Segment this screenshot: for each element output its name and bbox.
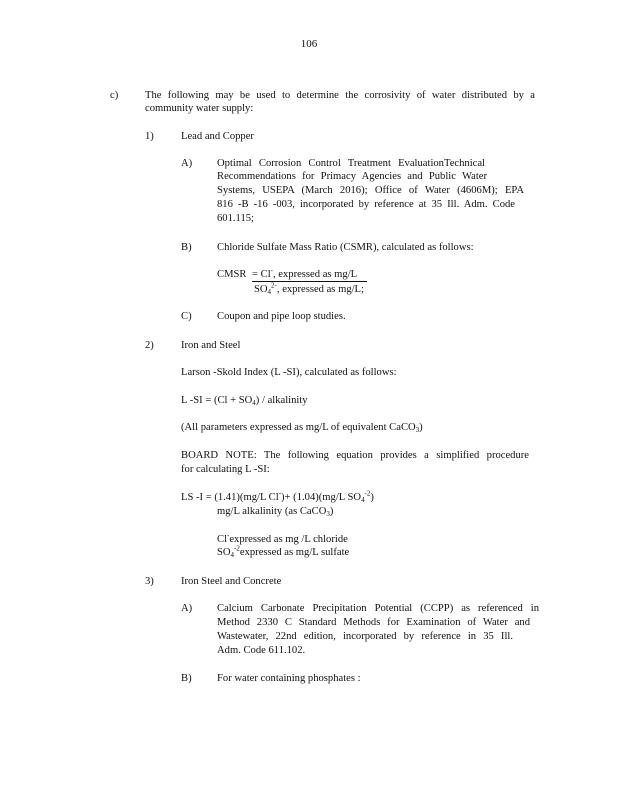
definition-sulfate <box>217 546 349 559</box>
params-note <box>181 421 423 434</box>
def1-post: expressed as mg /L chloride <box>229 534 348 545</box>
board-note-line-2: for calculating L -SI: <box>181 464 270 475</box>
item-1b-marker: B) <box>181 242 192 253</box>
eq2-post: ) <box>329 506 334 517</box>
eq1-pre: LS -I = (1.41)(mg/L Cl <box>181 492 279 503</box>
item-2-title: Iron and Steel <box>181 340 241 351</box>
csmr-den-sup: 2- <box>271 281 277 290</box>
item-2-marker: 2) <box>145 340 154 351</box>
page-number: 106 <box>300 38 318 50</box>
csmr-formula-lhs: CMSR <box>217 269 247 280</box>
eq1-post: ) <box>370 492 374 503</box>
item-1b-text: Chloride Sulfate Mass Ratio (CSMR), calculated as follows: <box>217 242 474 253</box>
def1-sup: - <box>227 531 230 540</box>
item-1a-line-5: 601.115; <box>217 213 254 224</box>
eq1-sup2: -2 <box>364 489 371 498</box>
board-note-line-1: BOARD NOTE: The following equation provides a simplified procedure <box>181 450 529 461</box>
item-3a-line-1: Calcium Carbonate Precipitation Potential (CCPP) as referenced in <box>217 603 539 614</box>
item-3a-line-3: Wastewater, 22nd edition, incorporated by reference in 35 Ill. <box>217 631 513 642</box>
item-1c-marker: C) <box>181 311 192 322</box>
csmr-den-sub: 4 <box>267 288 272 296</box>
params-post: ) <box>419 422 423 433</box>
lsi-formula-sub: 4 <box>252 399 256 407</box>
lsi-equation-line-1 <box>181 491 374 504</box>
def2-post: expressed as mg/L sulfate <box>239 547 350 558</box>
csmr-eq: = Cl <box>252 269 271 280</box>
item-1a-line-4: 816 -B -16 -003, incorporated by reference at 35 Ill. Adm. Code <box>217 199 515 210</box>
eq2-sub: 3 <box>326 510 330 518</box>
section-marker: c) <box>110 90 119 101</box>
item-3a-line-4: Adm. Code 611.102. <box>217 645 306 656</box>
csmr-num-rest: , expressed as mg/L <box>272 269 358 280</box>
csmr-formula-numerator <box>252 268 367 282</box>
item-1a-line-1: Optimal Corrosion Control Treatment EvaluationTechnical <box>217 158 485 169</box>
eq1-mid: )+ (1.04)(mg/L SO <box>281 492 362 503</box>
eq1-sup1: - <box>278 489 282 498</box>
def2-pre: SO <box>217 547 231 558</box>
item-3-title: Iron Steel and Concrete <box>181 576 282 587</box>
params-sub: 3 <box>415 426 420 434</box>
item-1c-text: Coupon and pipe loop studies. <box>217 311 346 322</box>
item-3-marker: 3) <box>145 576 154 587</box>
item-3a-marker: A) <box>181 603 193 614</box>
item-3b-text: For water containing phosphates : <box>217 673 361 684</box>
lsi-formula-pre: L -SI = (Cl + SO <box>181 395 253 406</box>
item-1a-line-2: Recommendations for Primacy Agencies and Public Water <box>217 171 487 182</box>
eq2-pre: mg/L alkalinity (as CaCO <box>217 506 327 517</box>
item-1a-line-3: Systems, USEPA (March 2016); Office of Water (4606M); EPA <box>217 185 524 196</box>
lsi-intro: Larson -Skold Index (L -SI), calculated as follows: <box>181 367 397 378</box>
csmr-formula-denominator <box>254 283 364 296</box>
eq1-sub: 4 <box>361 496 365 504</box>
lsi-formula-post: ) / alkalinity <box>255 395 308 406</box>
item-1a-marker: A) <box>181 158 193 169</box>
item-3b-marker: B) <box>181 673 192 684</box>
item-1-title: Lead and Copper <box>181 131 254 142</box>
def2-sub: 4 <box>230 551 235 559</box>
def2-sup: -2 <box>234 544 240 553</box>
params-pre: (All parameters expressed as mg/L of equivalent CaCO <box>181 422 416 433</box>
csmr-num-sup: - <box>270 266 273 275</box>
intro-line-2: community water supply: <box>145 103 254 114</box>
lsi-equation-line-2 <box>217 505 333 518</box>
csmr-den-rest: , expressed as mg/L; <box>276 284 364 295</box>
lsi-formula <box>181 394 308 407</box>
item-1-marker: 1) <box>145 131 154 142</box>
def1-pre: Cl <box>217 534 228 545</box>
csmr-den-pre: SO <box>254 284 268 295</box>
intro-line-1: The following may be used to determine the corrosivity of water distributed by a <box>145 90 535 101</box>
item-3a-line-2: Method 2330 C Standard Methods for Examination of Water and <box>217 617 530 628</box>
